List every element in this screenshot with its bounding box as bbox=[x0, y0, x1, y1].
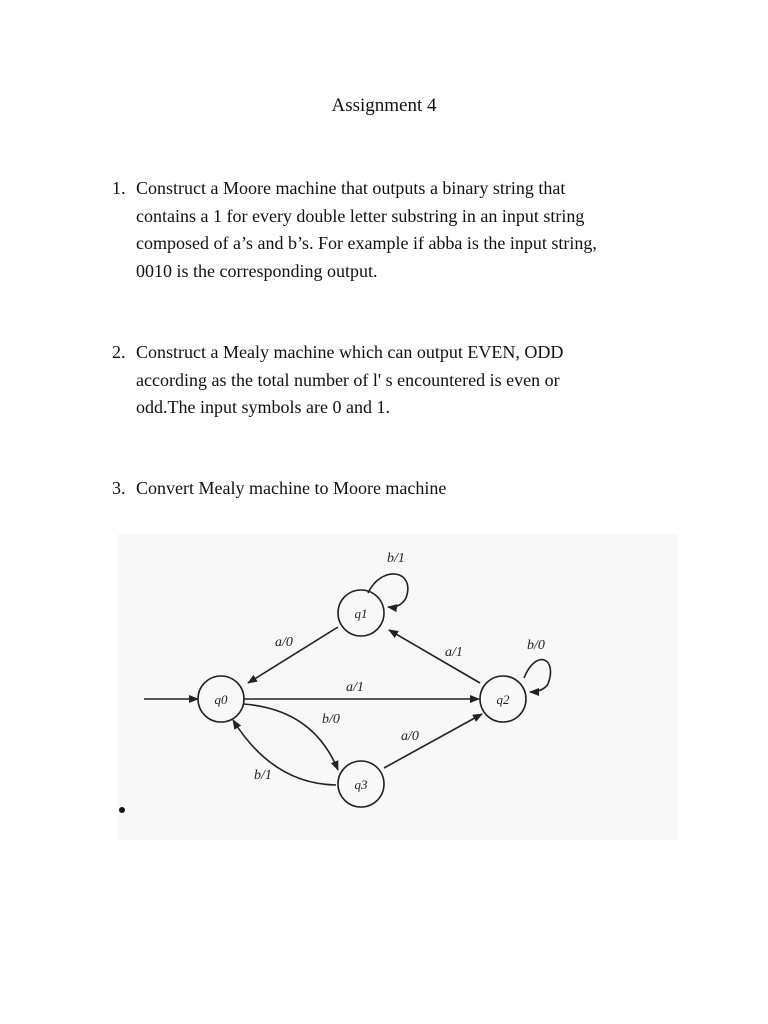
state-label-q3: q3 bbox=[354, 777, 368, 792]
label-q3-q2: a/0 bbox=[401, 729, 419, 744]
question-3 bbox=[112, 475, 672, 503]
self-loop-q1 bbox=[368, 574, 408, 607]
page-title: Assignment 4 bbox=[331, 95, 437, 116]
state-diagram-svg bbox=[118, 534, 678, 840]
question-2 bbox=[112, 339, 672, 422]
question-text: Convert Mealy machine to Moore machine bbox=[136, 478, 447, 498]
question-number: 2. bbox=[112, 342, 126, 362]
edge-q3-q0 bbox=[233, 720, 336, 785]
question-number: 3. bbox=[112, 478, 126, 498]
label-q0-q2: a/1 bbox=[346, 680, 364, 695]
mealy-machine-diagram bbox=[118, 534, 678, 840]
question-text: Construct a Moore machine that outputs a binary string that contains a 1 for every double letter substring in an input string composed of a’s and b’s. For example if abba is the input string, 0010 is the corresponding output. bbox=[136, 178, 597, 281]
edge-q2-q1 bbox=[389, 630, 480, 683]
state-label-q1: q1 bbox=[354, 606, 368, 621]
edge-q1-q0 bbox=[248, 627, 338, 683]
label-q3-q0: b/1 bbox=[254, 768, 272, 783]
label-q2-self: b/0 bbox=[527, 638, 545, 653]
question-text: Construct a Mealy machine which can output EVEN, ODD according as the total number of l' s encountered is even or odd.The input symbols are 0 and 1. bbox=[136, 342, 564, 417]
edge-q3-q2 bbox=[384, 714, 482, 768]
bullet-point bbox=[119, 807, 125, 813]
state-label-q2: q2 bbox=[496, 692, 510, 707]
self-loop-q2 bbox=[524, 660, 551, 692]
question-1 bbox=[112, 175, 672, 285]
label-q0-q3: b/0 bbox=[322, 712, 340, 727]
label-q1-q0: a/0 bbox=[275, 635, 293, 650]
label-q2-q1: a/1 bbox=[445, 645, 463, 660]
question-number: 1. bbox=[112, 178, 126, 198]
label-q1-self: b/1 bbox=[387, 551, 405, 566]
state-label-q0: q0 bbox=[214, 692, 228, 707]
